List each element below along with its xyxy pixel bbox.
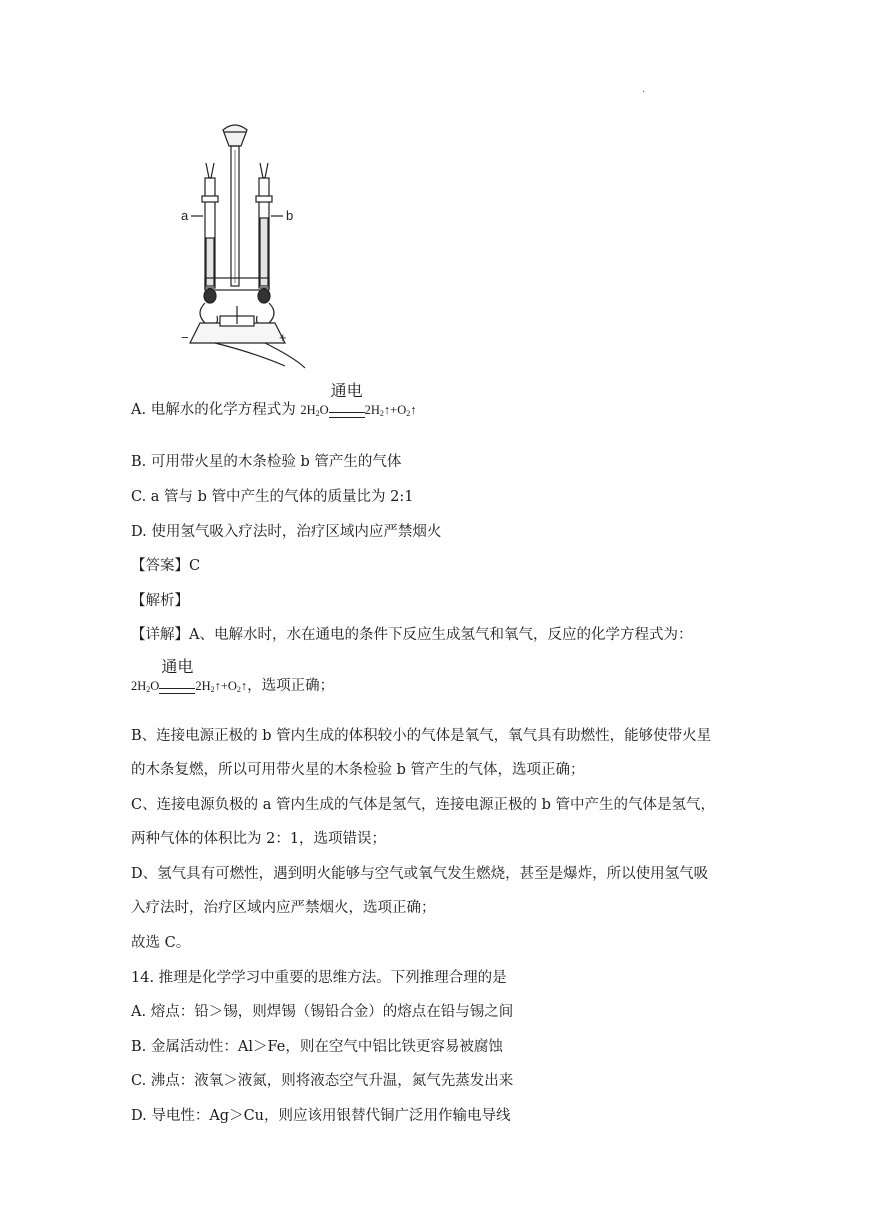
q14-option-a: A. 熔点：铅＞锡，则焊锡（锡铅合金）的熔点在铅与锡之间 [131,1004,514,1020]
label-negative: − [181,330,189,345]
q14-option-d: D. 导电性：Ag＞Cu，则应该用银替代铜广泛用作输电导线 [131,1108,511,1124]
detail-d-line1: D、氢气具有可燃性，遇到明火能够与空气或氧气发生燃烧，甚至是爆炸，所以使用氢气吸 [131,866,709,882]
q14-option-c: C. 沸点：液氧＞液氮，则将液态空气升温，氮气先蒸发出来 [131,1073,514,1089]
reaction-condition-2: 通电 [159,680,195,700]
detail-c-line2: 两种气体的体积比为 2：1，选项错误； [131,831,387,847]
label-positive: + [279,330,287,345]
detail-a-line1: 【详解】A、电解水时，水在通电的条件下反应生成氢气和氧气，反应的化学方程式为： [131,627,693,643]
q13-option-c: C. a 管与 b 管中产生的气体的质量比为 2:1 [131,489,414,505]
analysis-title: 【解析】 [131,593,189,609]
reaction-condition: 通电 [329,404,365,424]
conclusion: 故选 C。 [131,935,191,951]
detail-c-line1: C、连接电源负极的 a 管内生成的气体是氢气，连接电源正极的 b 管中产生的气体是氢气， [131,797,715,813]
detail-a-line2: $2H_2O$ 通电 $2H_2↑+O_2↑$，选项正确； [131,676,334,700]
q14-option-b: B. 金属活动性：Al＞Fe，则在空气中铝比铁更容易被腐蚀 [131,1039,503,1055]
detail-d-line2: 入疗法时，治疗区域内应严禁烟火，选项正确； [131,900,436,916]
q13-option-d: D. 使用氢气吸入疗法时，治疗区域内应严禁烟火 [131,524,442,540]
page-mark: . [642,84,646,95]
q13-option-b: B. 可用带火星的木条检验 b 管产生的气体 [131,454,402,470]
electrolysis-apparatus-figure [175,118,325,373]
equation-reactant: $2H_2O$ [300,403,329,418]
detail-b-line2: 的木条复燃，所以可用带火星的木条检验 b 管产生的气体，选项正确； [131,762,585,778]
detail-b-line1: B、连接电源正极的 b 管内生成的体积较小的气体是氧气，氧气具有助燃性，能够使带火星 [131,728,712,744]
answer: 【答案】C [131,558,201,574]
label-a: a [181,208,189,223]
label-b: b [286,208,294,223]
q13-option-a: A. 电解水的化学方程式为 $2H_2O$ 通电 $2H_2↑+O_2↑$ [131,400,416,424]
equation-products: $2H_2↑+O_2↑$ [364,403,417,418]
q14-stem: 14. 推理是化学学习中重要的思维方法。下列推理合理的是 [131,970,507,986]
